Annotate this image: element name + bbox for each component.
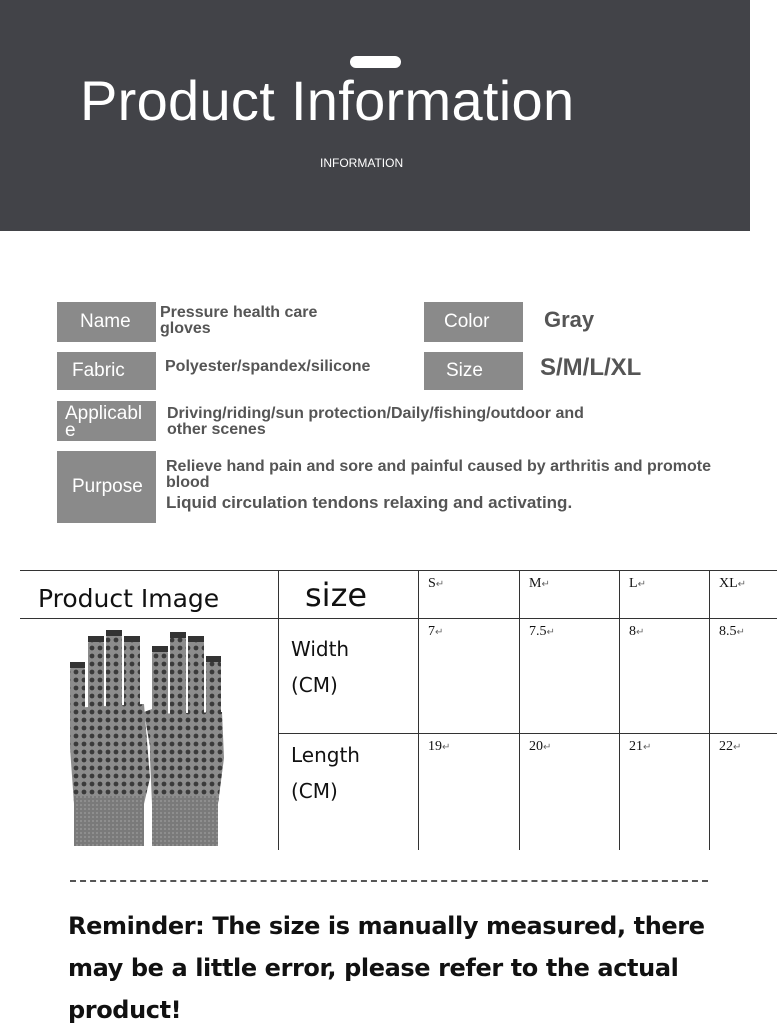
length-xl: 22↵ <box>719 739 742 754</box>
banner-pill-decoration <box>350 56 401 68</box>
column-header-m: M↵ <box>529 576 550 591</box>
table-divider-image <box>278 570 279 850</box>
name-label: Name <box>57 302 156 342</box>
header-banner <box>0 0 750 231</box>
column-header-l: L↵ <box>629 576 646 591</box>
fabric-value: Polyester/spandex/silicone <box>165 358 371 375</box>
table-divider-xl <box>709 570 710 850</box>
purpose-value-1: Relieve hand pain and sore and painful caused by arthritis and promote blood <box>166 458 711 491</box>
product-image-header: Product Image <box>38 584 220 613</box>
length-row-label: Length (CM) <box>291 743 360 803</box>
length-l: 21↵ <box>629 739 652 754</box>
table-divider-m <box>519 570 520 850</box>
color-value: Gray <box>544 307 595 332</box>
column-header-xl: XL↵ <box>719 576 747 591</box>
table-line-middle <box>278 733 777 734</box>
purpose-label: Purpose <box>57 451 156 523</box>
table-divider-size <box>418 570 419 850</box>
page-subtitle: INFORMATION <box>320 156 404 170</box>
color-label: Color <box>424 302 523 342</box>
width-xl: 8.5↵ <box>719 624 745 639</box>
width-l: 8↵ <box>629 624 645 639</box>
width-m: 7.5↵ <box>529 624 555 639</box>
applicable-label: Applicable <box>57 401 156 441</box>
size-label: Size <box>424 352 523 390</box>
dashed-divider <box>70 880 708 882</box>
reminder-text: Reminder: The size is manually measured, there may be a little error, please refer to the actual product! <box>68 912 705 1024</box>
width-s: 7↵ <box>428 624 444 639</box>
name-value: Pressure health care gloves <box>160 304 318 337</box>
purpose-value-2: Liquid circulation tendons relaxing and activating. <box>166 493 573 512</box>
table-divider-l <box>619 570 620 850</box>
width-row-label: Width (CM) <box>291 637 350 697</box>
page-title: Product Information <box>80 69 575 132</box>
table-line-top <box>20 570 777 571</box>
right-glove-shape <box>144 632 224 846</box>
fabric-label: Fabric <box>57 352 156 390</box>
applicable-value: Driving/riding/sun protection/Daily/fishing/outdoor and other scenes <box>167 405 584 438</box>
size-value: S/M/L/XL <box>540 354 642 381</box>
length-s: 19↵ <box>428 739 451 754</box>
glove-product-image <box>64 628 234 852</box>
left-glove-shape <box>70 630 150 846</box>
size-header: size <box>305 576 368 614</box>
length-m: 20↵ <box>529 739 552 754</box>
table-line-header <box>20 618 777 619</box>
column-header-s: S↵ <box>428 576 445 591</box>
